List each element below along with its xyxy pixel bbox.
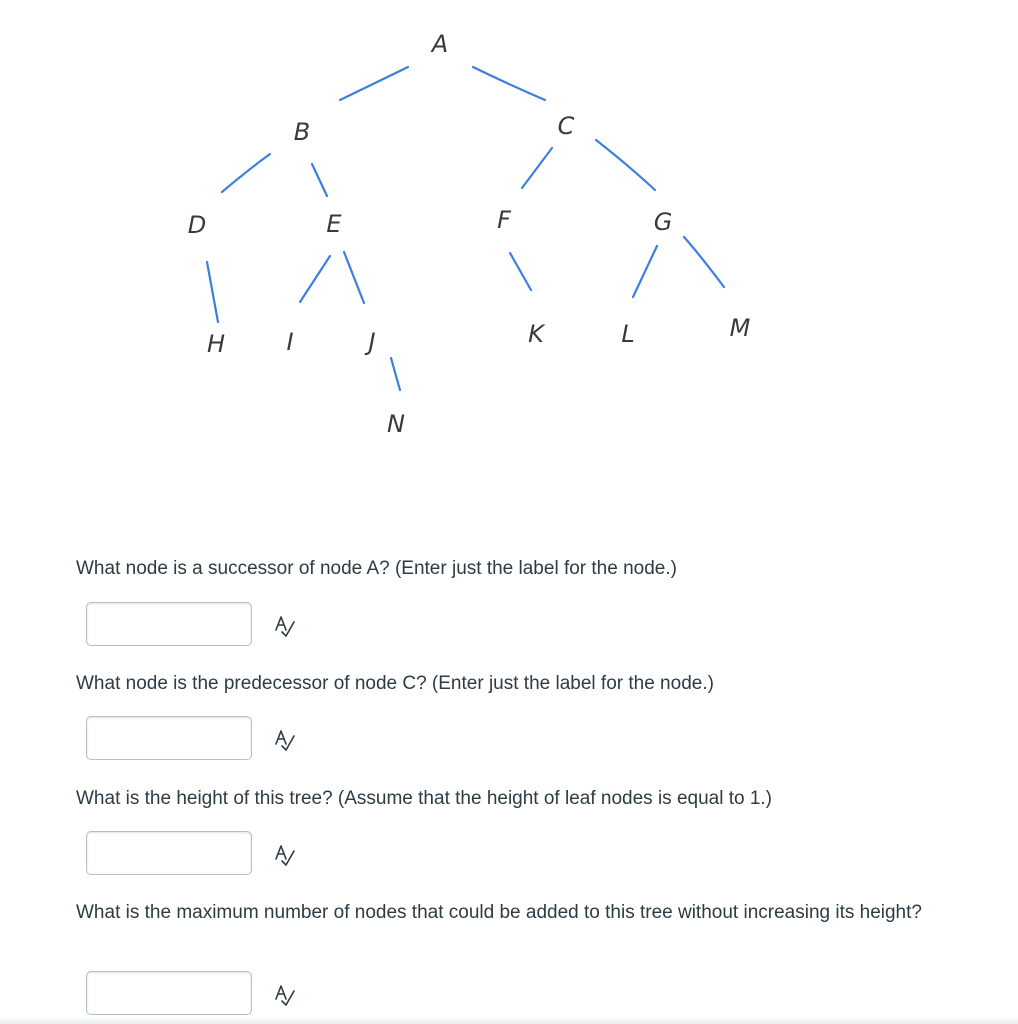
edge-a-b	[340, 67, 408, 100]
edge-c-f	[522, 148, 552, 188]
edge-e-i	[300, 256, 330, 302]
question-1-text: What node is a successor of node A? (Enter just the label for the node.)	[76, 558, 677, 579]
node-n: N	[387, 410, 405, 438]
edge-c-g	[596, 140, 655, 190]
question-1-answer-input[interactable]	[86, 602, 252, 646]
edge-e-j	[344, 252, 364, 303]
question-4-answer-row	[86, 971, 346, 1017]
edge-g-l	[633, 246, 657, 297]
node-i: I	[286, 328, 294, 356]
tree-diagram	[0, 0, 1018, 470]
question-3-answer-row	[86, 831, 346, 877]
edge-j-n	[391, 358, 400, 390]
edge-g-m	[684, 237, 724, 287]
edge-b-e	[312, 164, 327, 196]
edge-d-h	[207, 262, 218, 322]
node-k: K	[528, 320, 544, 348]
spellcheck-icon[interactable]	[272, 981, 298, 1007]
node-f: F	[497, 206, 511, 234]
node-h: H	[206, 330, 226, 358]
question-2-answer-row	[86, 716, 346, 762]
edge-f-k	[510, 253, 531, 290]
edge-b-d	[222, 154, 270, 192]
spellcheck-icon[interactable]	[272, 726, 298, 752]
node-d: D	[187, 211, 207, 239]
question-3-answer-input[interactable]	[86, 831, 252, 875]
spellcheck-icon[interactable]	[272, 841, 298, 867]
question-4-text: What is the maximum number of nodes that could be added to this tree without increasing its height?	[76, 902, 922, 923]
question-1-answer-row	[86, 602, 346, 648]
question-3-text: What is the height of this tree? (Assume that the height of leaf nodes is equal to 1.)	[76, 788, 773, 809]
node-c: C	[557, 112, 575, 140]
node-a: A	[431, 30, 449, 58]
node-l: L	[621, 320, 635, 348]
edge-a-c	[473, 67, 545, 100]
question-4-answer-input[interactable]	[86, 971, 252, 1015]
bottom-edge-shadow	[0, 1016, 1018, 1024]
spellcheck-icon[interactable]	[272, 612, 298, 638]
question-2-text: What node is the predecessor of node C? (Enter just the label for the node.)	[76, 673, 714, 694]
node-j: J	[368, 328, 376, 356]
node-e: E	[326, 210, 342, 238]
question-2-answer-input[interactable]	[86, 716, 252, 760]
node-g: G	[653, 208, 673, 236]
node-m: M	[729, 314, 751, 342]
node-b: B	[293, 118, 311, 146]
